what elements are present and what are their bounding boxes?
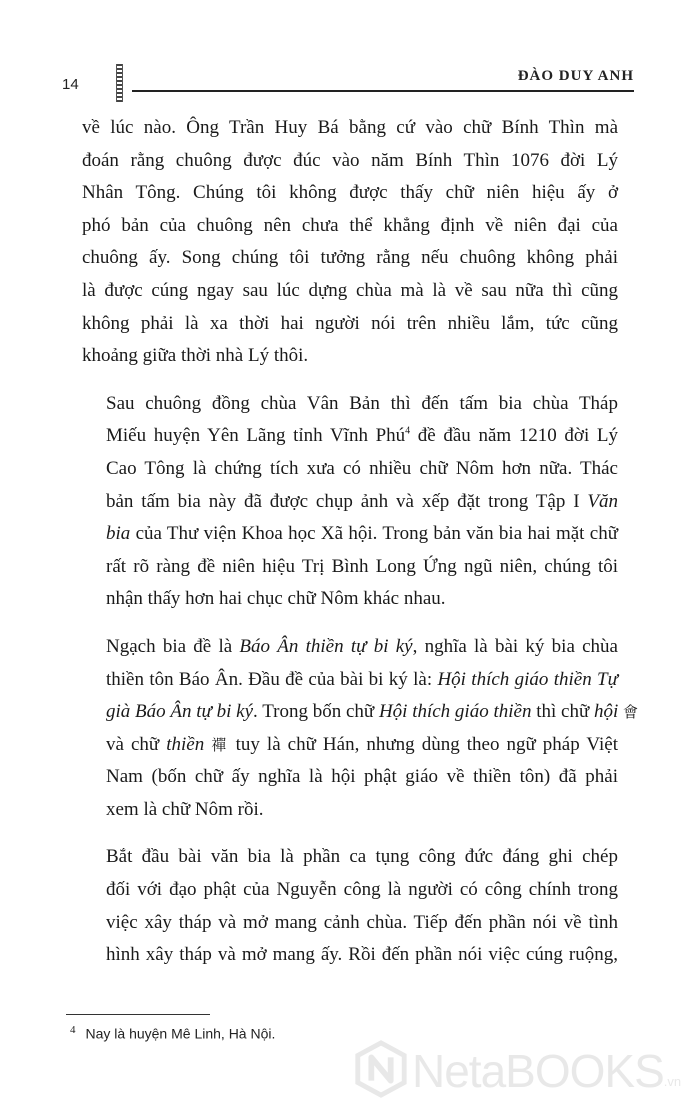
italic-term: hội xyxy=(594,701,619,723)
running-head-author: ĐÀO DUY ANH xyxy=(517,68,634,84)
text-run: tuy là chữ Hán, nhưng dùng theo ngữ pháp Việt xyxy=(228,733,618,755)
footnote-mark: 4 xyxy=(70,1024,76,1036)
text-run: Ngạch bia đề là xyxy=(106,635,240,657)
text-line: việc xây tháp và mở mang cảnh chùa. Tiếp đến phần nói về tình xyxy=(106,911,618,933)
italic-title: Văn xyxy=(587,490,618,512)
han-character: 禪 xyxy=(211,735,229,754)
text-line xyxy=(82,631,618,664)
text-line: hình xây tháp và mở mang ấy. Rồi đến phần nói việc cúng ruộng, xyxy=(106,944,618,966)
text-line: không phải là xa thời hai người nói trên nhiều lắm, tức cũng xyxy=(82,312,618,334)
footnote-rule xyxy=(66,1014,210,1015)
italic-title: già Báo Ân tự bi ký xyxy=(106,701,254,723)
footnote-ref[interactable]: 4 xyxy=(405,426,411,438)
netabooks-logo-icon xyxy=(352,1040,410,1103)
text-run: thì chữ xyxy=(531,701,594,723)
text-run: , nghĩa là bài ký bia chùa xyxy=(412,635,618,657)
han-character: 會 xyxy=(623,703,639,722)
text-line: khoảng giữa thời nhà Lý thôi. xyxy=(82,345,309,367)
text-line: đối với đạo phật của Nguyễn công là người có công chính trong xyxy=(106,879,618,901)
text-line: xem là chữ Nôm rồi. xyxy=(106,798,264,820)
footnote xyxy=(70,1024,275,1042)
text-line xyxy=(82,696,639,729)
text-line xyxy=(82,664,618,697)
header-divider xyxy=(116,64,123,102)
text-line: về lúc nào. Ông Trần Huy Bá bằng cứ vào chữ Bính Thìn mà xyxy=(82,117,618,138)
italic-term: thiền xyxy=(166,733,205,755)
footnote-text: Nay là huyện Mê Linh, Hà Nội. xyxy=(85,1025,276,1042)
text-run: và chữ xyxy=(106,733,167,755)
text-line: Bắt đầu bài văn bia là phần ca tụng công đức đáng ghi chép xyxy=(106,846,618,868)
italic-title: Báo Ân thiền tự bi ký xyxy=(239,635,413,657)
watermark xyxy=(352,1041,682,1101)
italic-term: Hội thích giáo thiền xyxy=(378,701,532,723)
text-line: chuông ấy. Song chúng tôi tưởng rằng nếu chuông không phải xyxy=(82,247,618,269)
text-line: Sau chuông đồng chùa Vân Bản thì đến tấm bia chùa Tháp xyxy=(106,392,618,414)
text-line: Nam (bốn chữ ấy nghĩa là hội phật giáo về thiền tôn) đã phải xyxy=(106,766,618,788)
page-header xyxy=(60,56,640,96)
watermark-suffix: .vn xyxy=(663,1074,682,1089)
text-line xyxy=(82,420,618,453)
text-line: nhận thấy hơn hai chục chữ Nôm khác nhau. xyxy=(106,588,446,610)
text-run: bản tấm bia này đã được chụp ảnh và xếp đặt trong Tập I xyxy=(106,490,588,512)
paragraph-3 xyxy=(82,631,639,827)
text-line: phó bản của chuông nên chưa thể khẳng định về niên đại của xyxy=(82,214,618,236)
text-run: của Thư viện Khoa học Xã hội. Trong bản văn bia hai mặt chữ xyxy=(130,523,618,545)
text-line: rất rõ ràng đề niên hiệu Trị Bình Long Ứng ngũ niên, chúng tôi xyxy=(106,555,618,577)
text-line xyxy=(82,486,618,519)
body-text xyxy=(82,112,639,987)
text-line: Cao Tông là chứng tích xưa có nhiều chữ Nôm hơn nữa. Thác xyxy=(106,457,618,479)
text-line xyxy=(82,729,618,762)
header-rule xyxy=(132,90,634,92)
paragraph-1 xyxy=(82,112,618,373)
paragraph-4 xyxy=(82,841,618,971)
page-number: 14 xyxy=(62,76,79,93)
italic-title: Hội thích giáo thiền Tự xyxy=(437,668,618,690)
text-run: Miếu huyện Yên Lãng tỉnh Vĩnh Phú xyxy=(106,425,406,447)
text-line: Nhân Tông. Chúng tôi không được thấy chữ niên hiệu ấy ở xyxy=(82,182,618,204)
text-line: đoán rằng chuông được đúc vào năm Bính Thìn 1076 đời Lý xyxy=(82,149,618,171)
text-run: thiền tôn Báo Ân. Đầu đề của bài bi ký là: xyxy=(106,668,438,690)
italic-title: bia xyxy=(106,523,131,545)
text-run: đề đầu năm 1210 đời Lý xyxy=(410,425,619,447)
text-line xyxy=(82,518,618,551)
paragraph-2 xyxy=(82,388,618,616)
watermark-text: NetaBOOKS xyxy=(412,1045,664,1097)
text-run: . Trong bốn chữ xyxy=(253,701,379,723)
text-line: là được cúng ngay sau lúc dựng chùa mà là về sau nữa thì cũng xyxy=(82,279,618,301)
